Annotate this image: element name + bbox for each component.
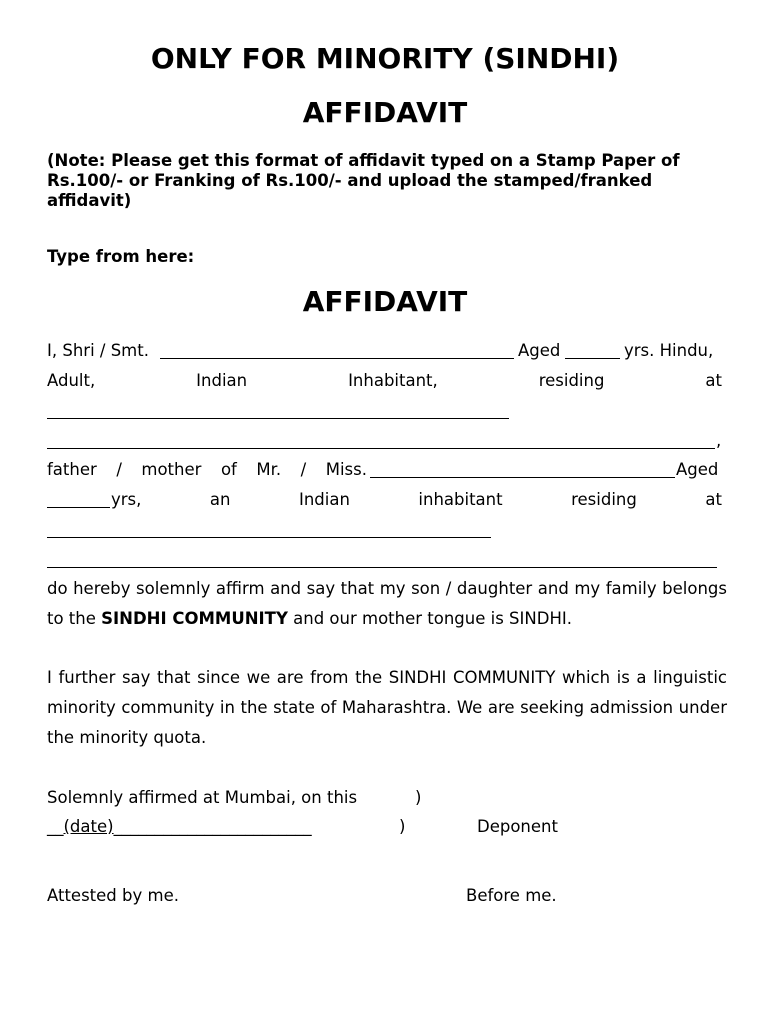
parent-name-blank-line xyxy=(370,477,675,478)
word-miss: Miss. xyxy=(325,460,367,479)
parent-residing-line xyxy=(111,490,722,510)
age-blank-line xyxy=(565,358,620,359)
address-blank-line-2 xyxy=(47,448,715,449)
word-of: of xyxy=(220,460,237,479)
solemnly-affirmed-text: Solemnly affirmed at Mumbai, on this xyxy=(47,788,358,807)
further-paragraph: I further say that since we are from the SINDHI COMMUNITY which is a linguistic minority community in the state of Maharashtra. We are seeking admission under the minority quota. xyxy=(47,668,727,747)
word-mother: mother xyxy=(141,460,202,479)
parent-line xyxy=(47,460,367,480)
word-yrs: yrs, xyxy=(111,490,142,509)
paren-1: ) xyxy=(415,788,422,807)
date-line xyxy=(47,817,312,837)
word-mr: Mr. xyxy=(256,460,282,479)
affirm-paragraph xyxy=(47,574,727,634)
word-father: father xyxy=(47,460,97,479)
word-an: an xyxy=(209,490,231,509)
word-adult: Adult, xyxy=(47,371,96,390)
affirm-text-1: do hereby solemnly affirm and say that my son / daughter and my family belongs to the xyxy=(47,579,727,628)
word-at: at xyxy=(705,371,722,390)
word-indian-2: Indian xyxy=(298,490,350,509)
word-slash-2: / xyxy=(300,460,307,479)
word-inhabitant: Inhabitant, xyxy=(348,371,438,390)
affirm-text-2: and our mother tongue is SINDHI. xyxy=(287,609,572,628)
word-inhabitant-2: inhabitant xyxy=(418,490,503,509)
type-from-here-label: Type from here: xyxy=(47,247,195,266)
date-suffix: ________________________ xyxy=(113,817,312,836)
yrs-hindu-label: yrs. Hindu, xyxy=(624,341,714,360)
affidavit-heading-2: AFFIDAVIT xyxy=(302,285,468,318)
date-prefix: __ xyxy=(47,817,64,836)
address-comma: , xyxy=(716,431,722,450)
word-residing-2: residing xyxy=(571,490,637,509)
name-prefix-label: I, Shri / Smt. xyxy=(47,341,149,360)
attested-by-label: Attested by me. xyxy=(47,886,179,905)
parent-aged-label: Aged xyxy=(676,460,719,479)
aged-label: Aged xyxy=(518,341,561,360)
before-me-label: Before me. xyxy=(466,886,557,905)
note-text: (Note: Please get this format of affidavit typed on a Stamp Paper of Rs.100/- or Franking of Rs.100/- and upload the stamped/franked affidavit) xyxy=(47,151,680,210)
word-slash-1: / xyxy=(116,460,122,479)
main-title: ONLY FOR MINORITY (SINDHI) xyxy=(150,42,620,75)
parent-address-blank-line-2 xyxy=(47,567,717,568)
address-blank-line-1 xyxy=(47,418,509,419)
word-indian: Indian xyxy=(196,371,248,390)
deponent-label: Deponent xyxy=(477,817,558,836)
name-blank-line xyxy=(160,358,514,359)
word-residing: residing xyxy=(538,371,605,390)
residing-line xyxy=(47,371,722,391)
affidavit-heading: AFFIDAVIT xyxy=(302,96,468,129)
paren-2: ) xyxy=(399,817,406,836)
sindhi-community-bold: SINDHI COMMUNITY xyxy=(101,609,288,628)
date-label: (date) xyxy=(63,817,114,836)
parent-address-blank-line-1 xyxy=(47,537,491,538)
parent-age-blank-line xyxy=(47,507,110,508)
word-at-2: at xyxy=(705,490,722,509)
